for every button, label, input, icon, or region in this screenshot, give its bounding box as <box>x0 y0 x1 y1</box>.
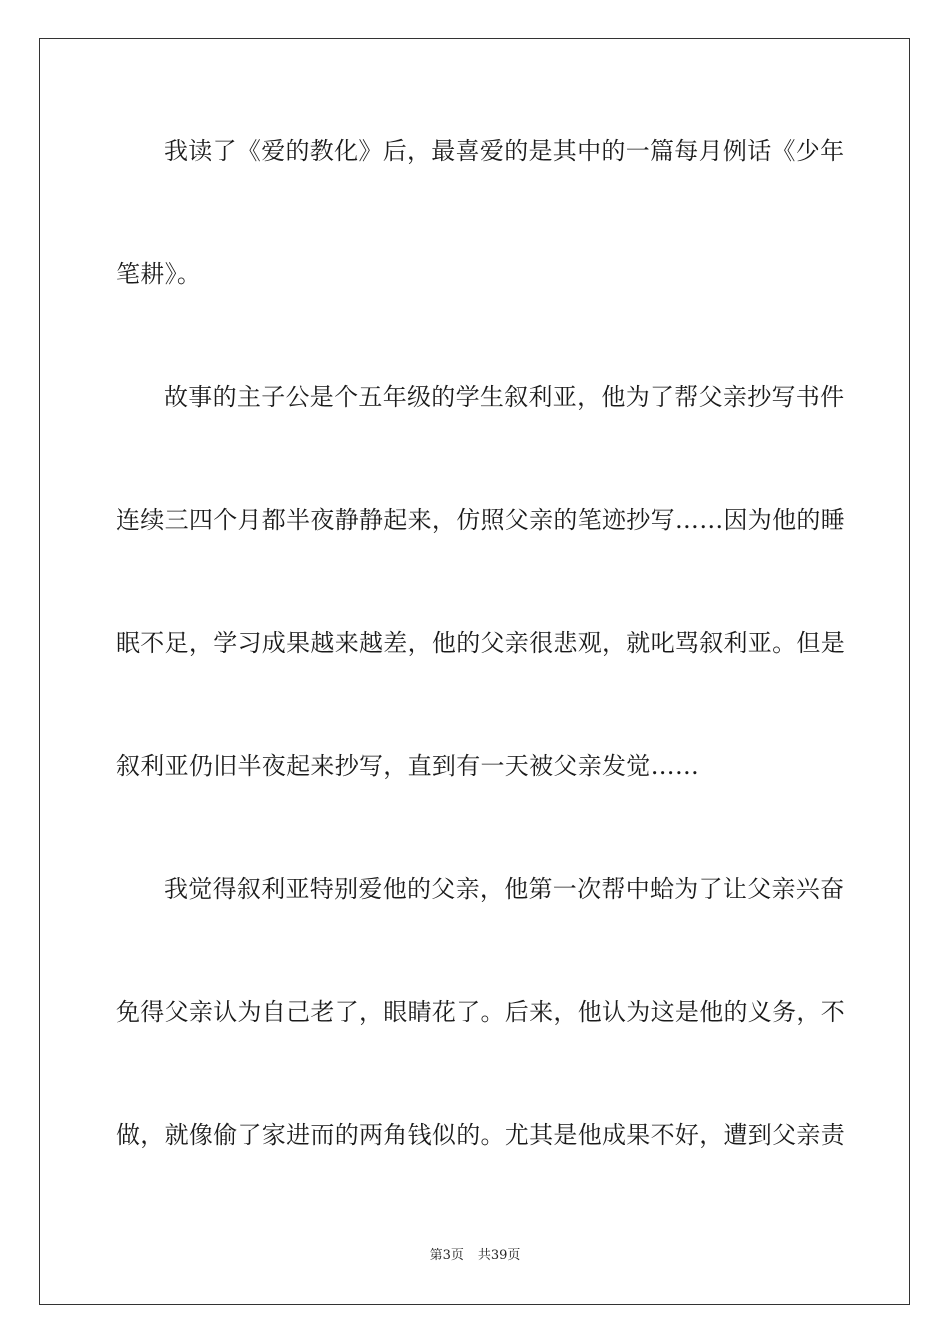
paragraph-3-line-3: 做，就像偷了家进而的两角钱似的。尤其是他成果不好，遭到父亲责 <box>116 1121 845 1149</box>
paragraph-2-line-4: 叙利亚仍旧半夜起来抄写，直到有一天被父亲发觉…… <box>116 752 700 780</box>
page-footer <box>0 1247 950 1265</box>
paragraph-3-line-1: 我觉得叙利亚特别爱他的父亲，他第一次帮中蛤为了让父亲兴奋 <box>164 875 845 903</box>
paragraph-2-line-2: 连续三四个月都半夜静静起来，仿照父亲的笔迹抄写……因为他的睡 <box>116 506 845 534</box>
paragraph-2-line-1: 故事的主子公是个五年级的学生叙利亚，他为了帮父亲抄写书件 <box>164 383 845 411</box>
paragraph-1-line-1: 我读了《爱的教化》后，最喜爱的是其中的一篇每月例话《少年 <box>164 137 845 165</box>
current-page-number: 第3页 <box>429 1248 464 1263</box>
page-border <box>39 38 910 1305</box>
paragraph-3-line-2: 免得父亲认为自己老了，眼睛花了。后来，他认为这是他的义务，不 <box>116 998 845 1026</box>
paragraph-1-line-2: 笔耕》。 <box>116 260 202 288</box>
paragraph-2-line-3: 眠不足，学习成果越来越差，他的父亲很悲观，就叱骂叙利亚。但是 <box>116 629 845 657</box>
total-page-count: 共39页 <box>477 1248 521 1263</box>
